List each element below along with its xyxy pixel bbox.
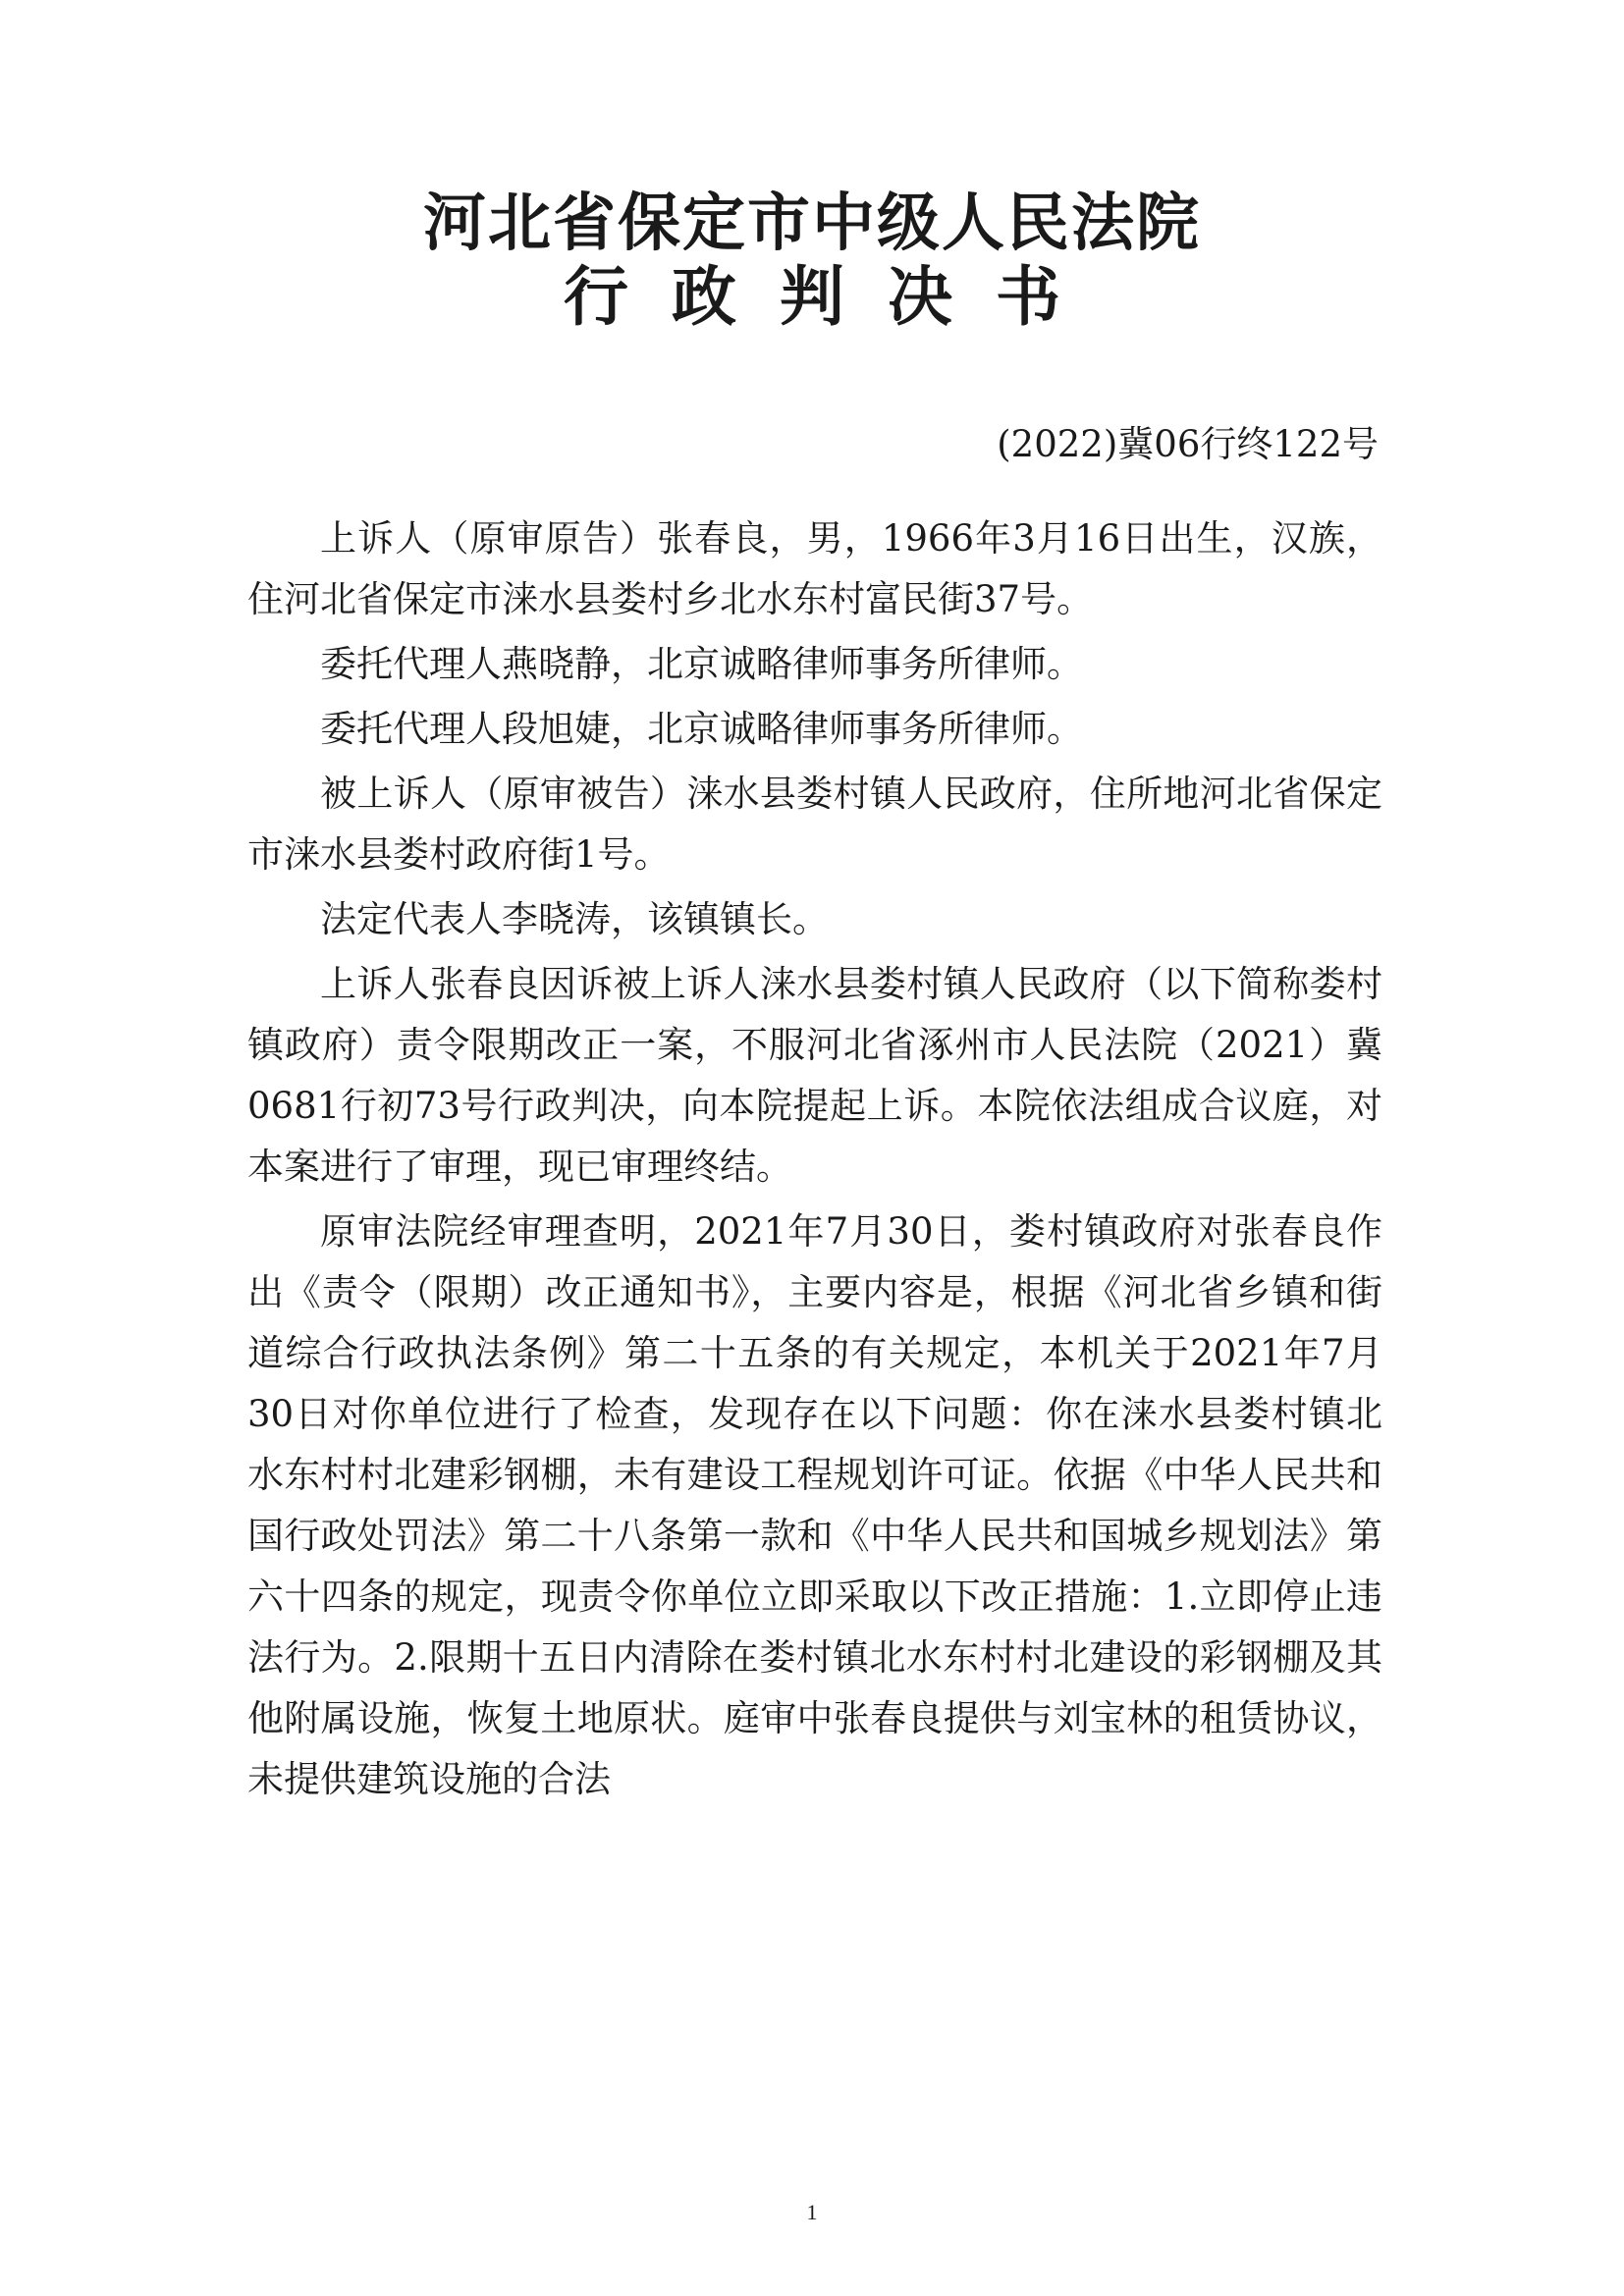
case-number: (2022)冀06行终122号	[997, 423, 1379, 465]
document-type-heading: 行政判决书	[564, 258, 1104, 335]
document-body	[247, 508, 1382, 1814]
paragraph-case-summary: 上诉人张春良因诉被上诉人涞水县娄村镇人民政府（以下简称娄村镇政府）责令限期改正一案，不服河北省涿州市人民法院（2021）冀0681行初73号行政判决，向本院提起上诉。本院依法组成合议庭，对本案进行了审理，现已审理终结。	[247, 963, 1382, 1188]
page-number: 1	[806, 2200, 818, 2224]
paragraph-agent-1: 委托代理人燕晓静，北京诚略律师事务所律师。	[320, 643, 1083, 685]
paragraph-appellee: 被上诉人（原审被告）涞水县娄村镇人民政府，住所地河北省保定市涞水县娄村政府街1号。	[247, 773, 1382, 876]
paragraph-original-trial-facts: 原审法院经审理查明，2021年7月30日，娄村镇政府对张春良作出《责令（限期）改正通知书》，主要内容是，根据《河北省乡镇和街道综合行政执法条例》第二十五条的有关规定，本机关于2021年7月30日对你单位进行了检查，发现存在以下问题：你在涞水县娄村镇北水东村村北建彩钢棚，未有建设工程规划许可证。依据《中华人民共和国行政处罚法》第二十八条第一款和《中华人民共和国城乡规划法》第六十四条的规定，现责令你单位立即采取以下改正措施：1.立即停止违法行为。2.限期十五日内清除在娄村镇北水东村村北建设的彩钢棚及其他附属设施，恢复土地原状。庭审中张春良提供与刘宝林的租赁协议，未提供建筑设施的合法	[247, 1210, 1382, 1800]
paragraph-agent-2: 委托代理人段旭婕，北京诚略律师事务所律师。	[320, 708, 1083, 750]
paragraph-legal-representative: 法定代表人李晓涛，该镇镇长。	[320, 898, 829, 940]
paragraph-appellant: 上诉人（原审原告）张春良，男，1966年3月16日出生，汉族，住河北省保定市涞水县娄村乡北水东村富民街37号。	[247, 517, 1382, 620]
court-name-heading: 河北省保定市中级人民法院	[423, 187, 1201, 260]
